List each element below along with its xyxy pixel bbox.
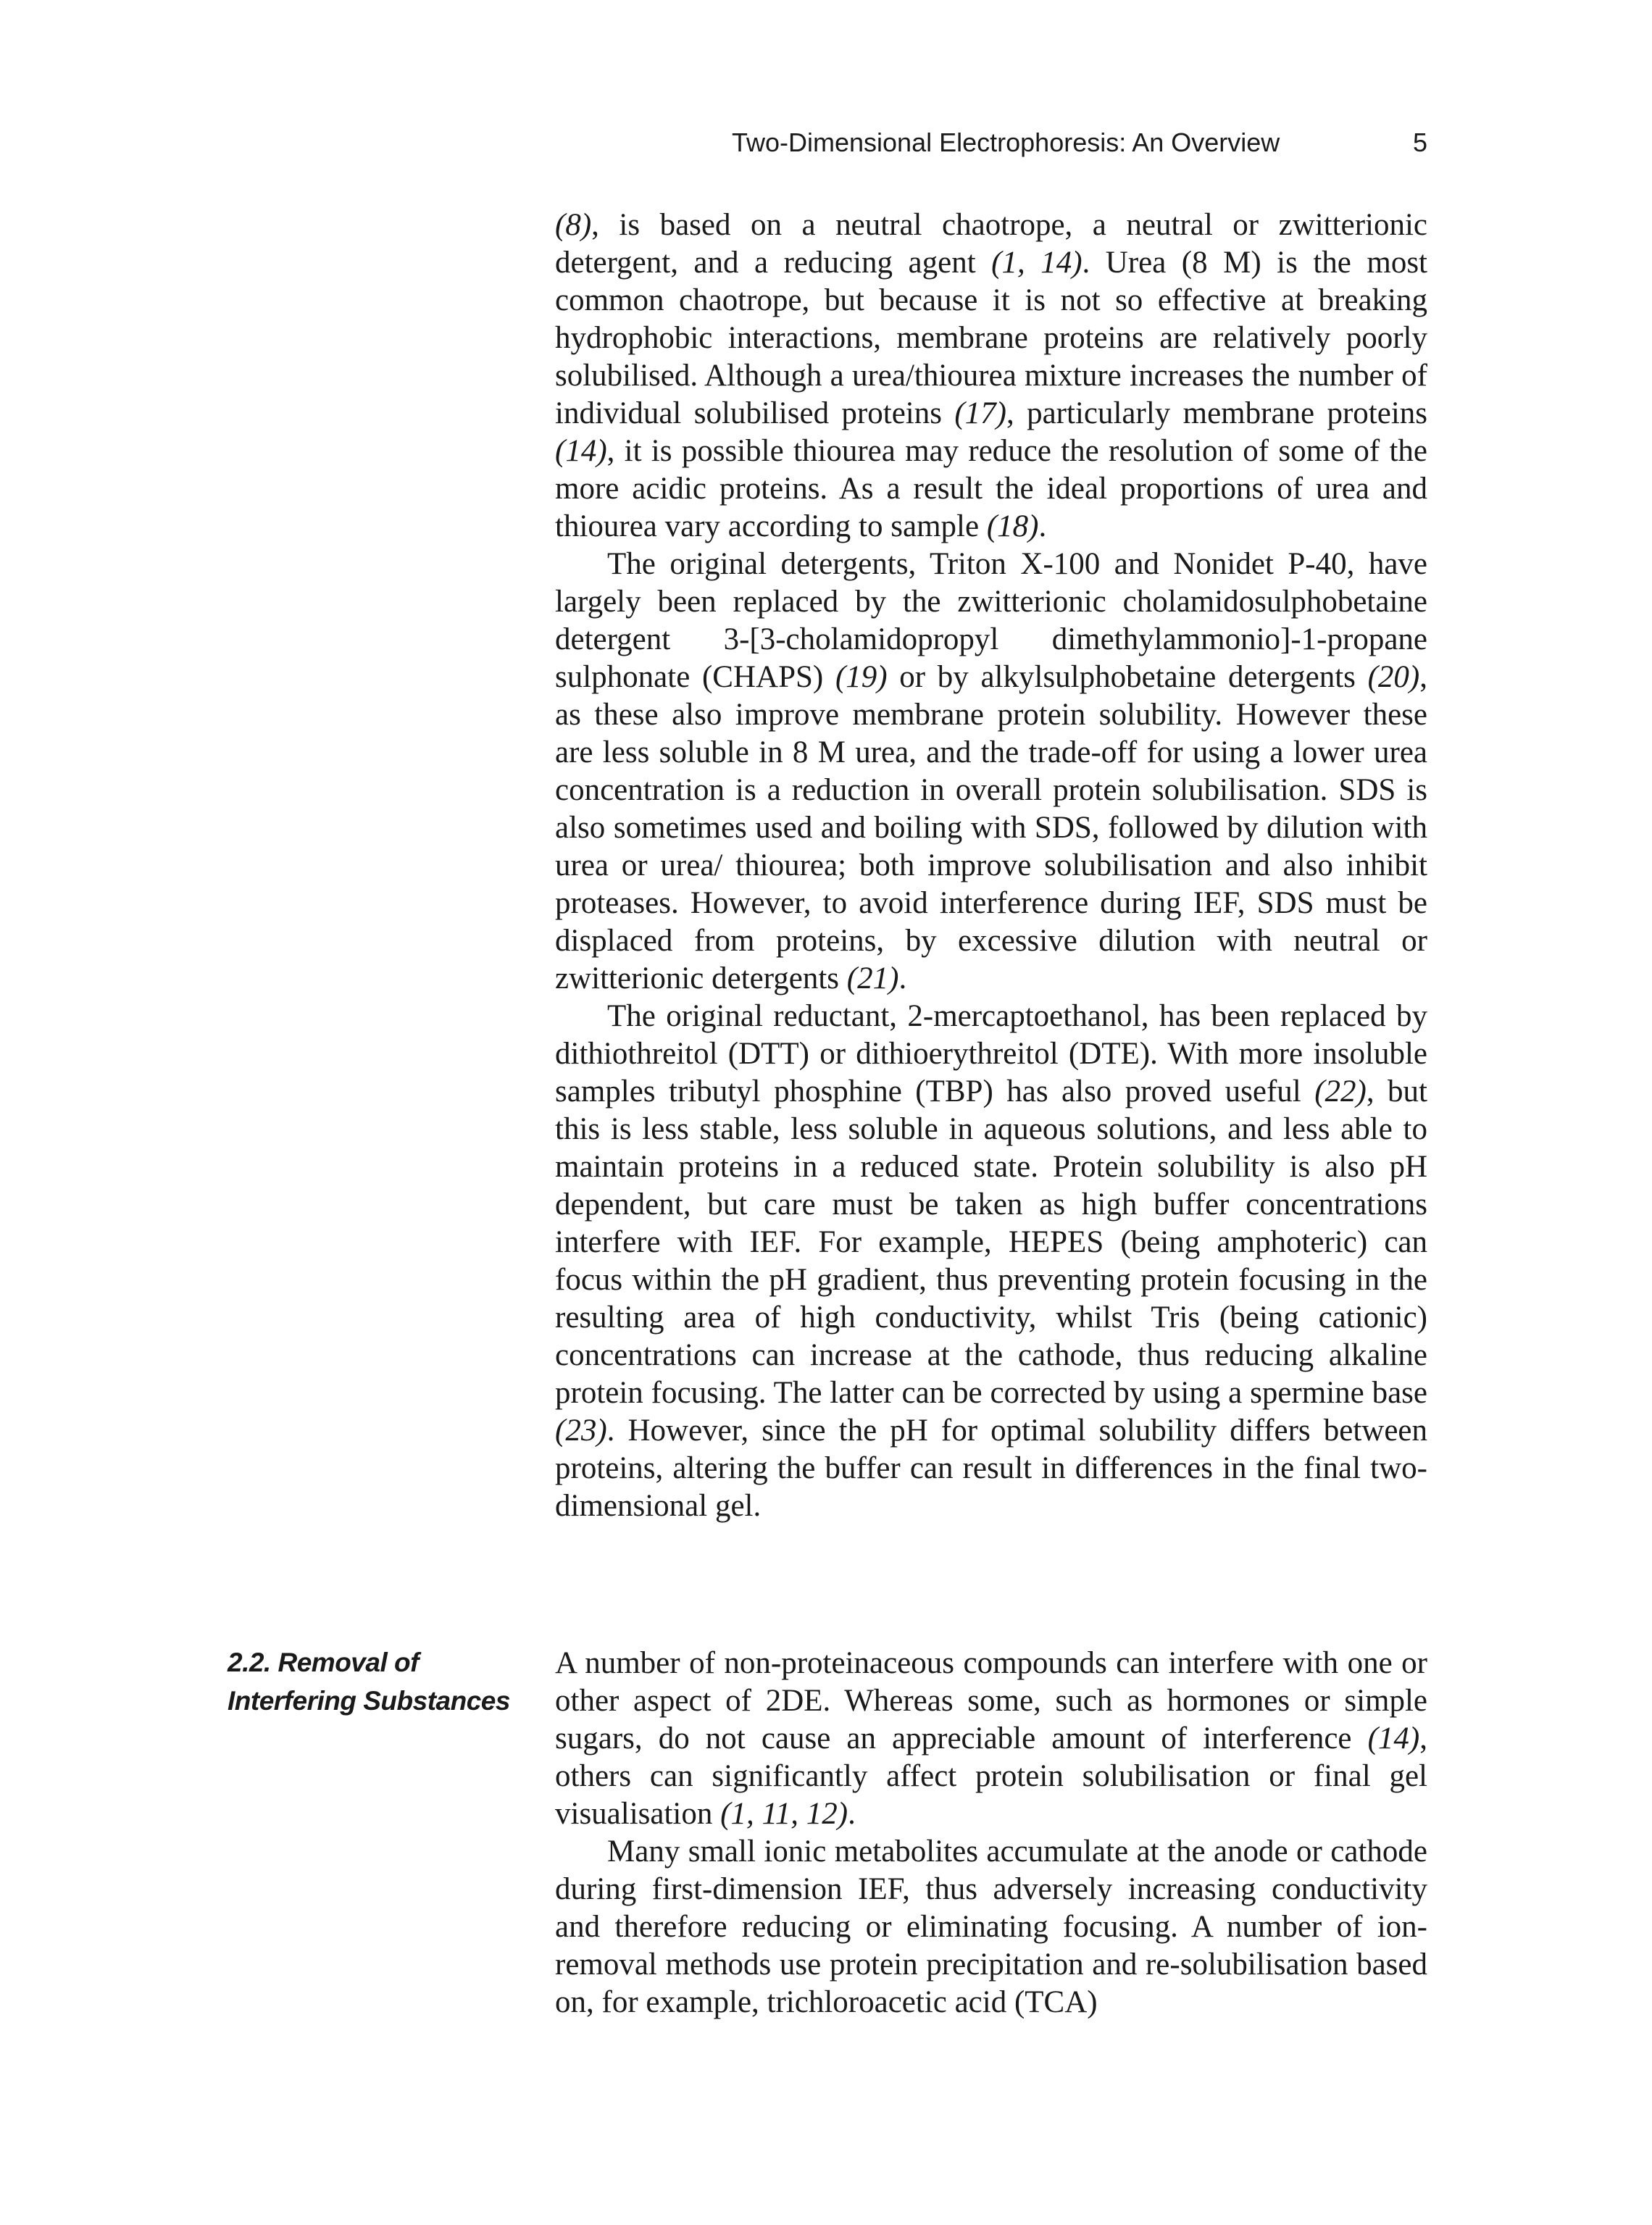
paragraph-text: . <box>848 1797 856 1831</box>
citation: (22) <box>1314 1074 1367 1109</box>
section-heading-line: Interfering Substances <box>228 1686 510 1716</box>
citation: (1, 11, 12) <box>720 1797 848 1831</box>
citation: (23) <box>555 1414 607 1448</box>
citation: (14) <box>1367 1721 1420 1756</box>
paragraph-text: A number of non-proteinaceous compounds can interfere with one or other aspect of 2DE. Whereas some, such as hormones or simple sugars, do not cause an appreciable amount of interference <box>555 1646 1427 1756</box>
page-number: 5 <box>1412 128 1427 157</box>
paragraph-text: or by alkylsulphobetaine detergents <box>887 660 1368 694</box>
paragraph-text: , as these also improve membrane protein solubility. However these are less soluble in 8 M urea, and the trade-off for using a lower urea concentration is a reduction in overall protein solubilisation. SDS is also sometimes used and boiling with SDS, followed by dilution with urea or urea/ thiourea; both improve solubilisation and also inhibit proteases. However, to avoid interference during IEF, SDS must be displaced from proteins, by excessive dilution with neutral or zwitterionic detergents <box>555 660 1427 995</box>
citation: (14) <box>555 434 607 468</box>
paragraph-text: . <box>898 961 907 995</box>
citation: (21) <box>846 961 899 995</box>
paragraph-3 <box>555 998 1427 1525</box>
citation: (19) <box>835 660 888 694</box>
section-heading-2-2 <box>228 1643 532 1720</box>
paragraph-text: . However, since the pH for optimal solubility differs between proteins, altering the buffer can result in differences in the final two-dimensional gel. <box>555 1414 1427 1523</box>
citation: (17) <box>954 396 1006 430</box>
citation: (20) <box>1367 660 1420 694</box>
section-heading-line: 2.2. Removal of <box>228 1648 419 1677</box>
paragraph-text: , particularly membrane proteins <box>1006 396 1428 430</box>
paragraph-text: , it is possible thiourea may reduce the resolution of some of the more acidic proteins. As a result the ideal proportions of urea and thiourea vary according to sample <box>555 434 1427 543</box>
paragraph-text: The original reductant, 2-mercaptoethanol, has been replaced by dithiothreitol (DTT) or dithioerythreitol (DTE). With more insoluble samples tributyl phosphine (TBP) has also proved useful <box>555 999 1427 1109</box>
paragraph-4 <box>555 1645 1427 1833</box>
running-title: Two-Dimensional Electrophoresis: An Overview <box>732 128 1280 157</box>
paragraph-text: , but this is less stable, less soluble in aqueous solutions, and less able to maintain proteins in a reduced state. Protein solubility is also pH dependent, but care must be taken as high buffer concentrations interfere with IEF. For example, HEPES (being amphoteric) can focus within the pH gradient, thus preventing protein focusing in the resulting area of high conductivity, whilst Tris (being cationic) concentrations can increase at the cathode, thus reducing alkaline protein focusing. The latter can be corrected by using a spermine base <box>555 1074 1428 1410</box>
section-2-2-text <box>555 1645 1427 2021</box>
paragraph-text: . Urea (8 M) is the most common chaotrope, but because it is not so effective at breaking hydrophobic interactions, membrane proteins are relatively poorly solubilised. Although a urea/thiourea mixture increases the number of individual solubilised proteins <box>555 246 1427 430</box>
main-text-column <box>555 206 1427 1525</box>
paragraph-1 <box>555 206 1427 546</box>
citation: (8) <box>555 208 592 242</box>
paragraph-text: , is based on a neutral chaotrope, a neutral or zwitterionic detergent, and a reducing agent <box>555 208 1427 280</box>
citation: (18) <box>986 509 1039 543</box>
citation: (1, 14) <box>991 246 1082 280</box>
paragraph-text: The original detergents, Triton X-100 and Nonidet P-40, have largely been replaced by the zwitterionic cholamidosulphobetaine detergent 3-[3-cholamidopropyl dimethylammonio]-1-propane sulphonate (CHAPS) <box>555 547 1427 694</box>
paragraph-text: Many small ionic metabolites accumulate at the anode or cathode during first-dimension IEF, thus adversely increasing conductivity and therefore reducing or eliminating focusing. A number of ion-removal methods use protein precipitation and re-solubilisation based on, for example, trichloroacetic acid (TCA) <box>555 1834 1427 2019</box>
running-header <box>732 125 1427 161</box>
paragraph-2 <box>555 546 1427 998</box>
paragraph-text: , others can significantly affect protein solubilisation or final gel visualisation <box>555 1721 1427 1831</box>
paragraph-text: . <box>1038 509 1047 543</box>
paragraph-5 <box>555 1833 1427 2021</box>
